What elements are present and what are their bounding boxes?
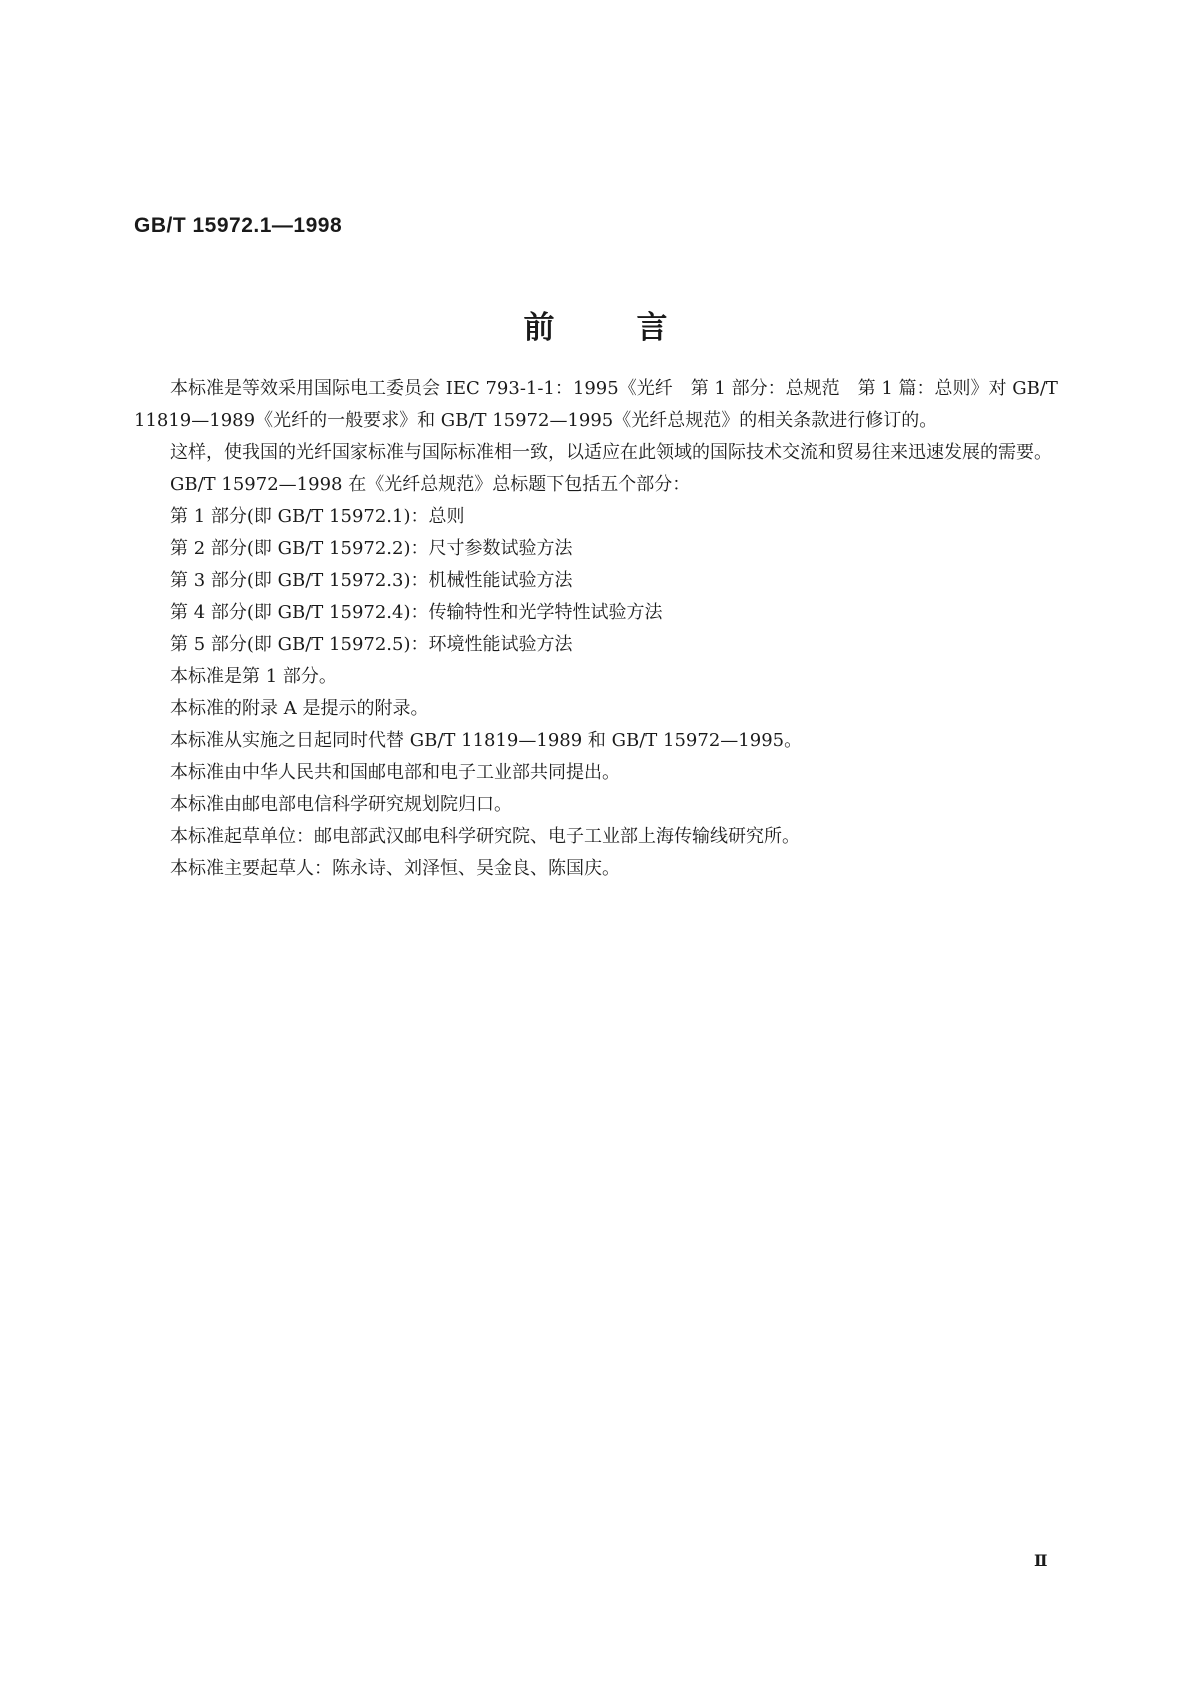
paragraph-centralized-by: 本标准由邮电部电信科学研究规划院归口。 [170,794,512,815]
list-item-part-2: 第 2 部分(即 GB/T 15972.2)：尺寸参数试验方法 [170,538,573,559]
list-item-part-1: 第 1 部分(即 GB/T 15972.1)：总则 [170,506,465,527]
paragraph-proposed-by: 本标准由中华人民共和国邮电部和电子工业部共同提出。 [170,762,620,783]
page-title: 前言 [523,310,750,346]
list-item-part-5: 第 5 部分(即 GB/T 15972.5)：环境性能试验方法 [170,634,573,655]
list-item-part-3: 第 3 部分(即 GB/T 15972.3)：机械性能试验方法 [170,570,573,591]
page-number: Ⅱ [1034,1551,1048,1570]
paragraph-this-part: 本标准是第 1 部分。 [170,666,337,687]
list-item-part-4: 第 4 部分(即 GB/T 15972.4)：传输特性和光学特性试验方法 [170,602,663,623]
paragraph-drafting-units: 本标准起草单位：邮电部武汉邮电科学研究院、电子工业部上海传输线研究所。 [170,826,800,847]
paragraph-drafters: 本标准主要起草人：陈永诗、刘泽恒、吴金良、陈国庆。 [170,858,620,879]
standard-number: GB/T 15972.1—1998 [134,214,343,237]
paragraph-replaces: 本标准从实施之日起同时代替 GB/T 11819—1989 和 GB/T 15972—1995。 [170,730,803,751]
paragraph-adoption: 本标准是等效采用国际电工委员会 IEC 793-1-1：1995《光纤 第 1 部分：总规范 第 1 篇：总则》对 GB/T 11819—1989《光纤的一般要求》和 GB/T 15972—1995《光纤总规范》的相关条款进行修订的。 [134,378,1058,431]
foreword-body [134,373,1058,885]
paragraph-annex: 本标准的附录 A 是提示的附录。 [170,698,429,719]
paragraph-parts-intro: GB/T 15972—1998 在《光纤总规范》总标题下包括五个部分： [170,474,691,495]
paragraph-purpose: 这样，使我国的光纤国家标准与国际标准相一致，以适应在此领域的国际技术交流和贸易往来迅速发展的需要。 [170,442,1052,463]
